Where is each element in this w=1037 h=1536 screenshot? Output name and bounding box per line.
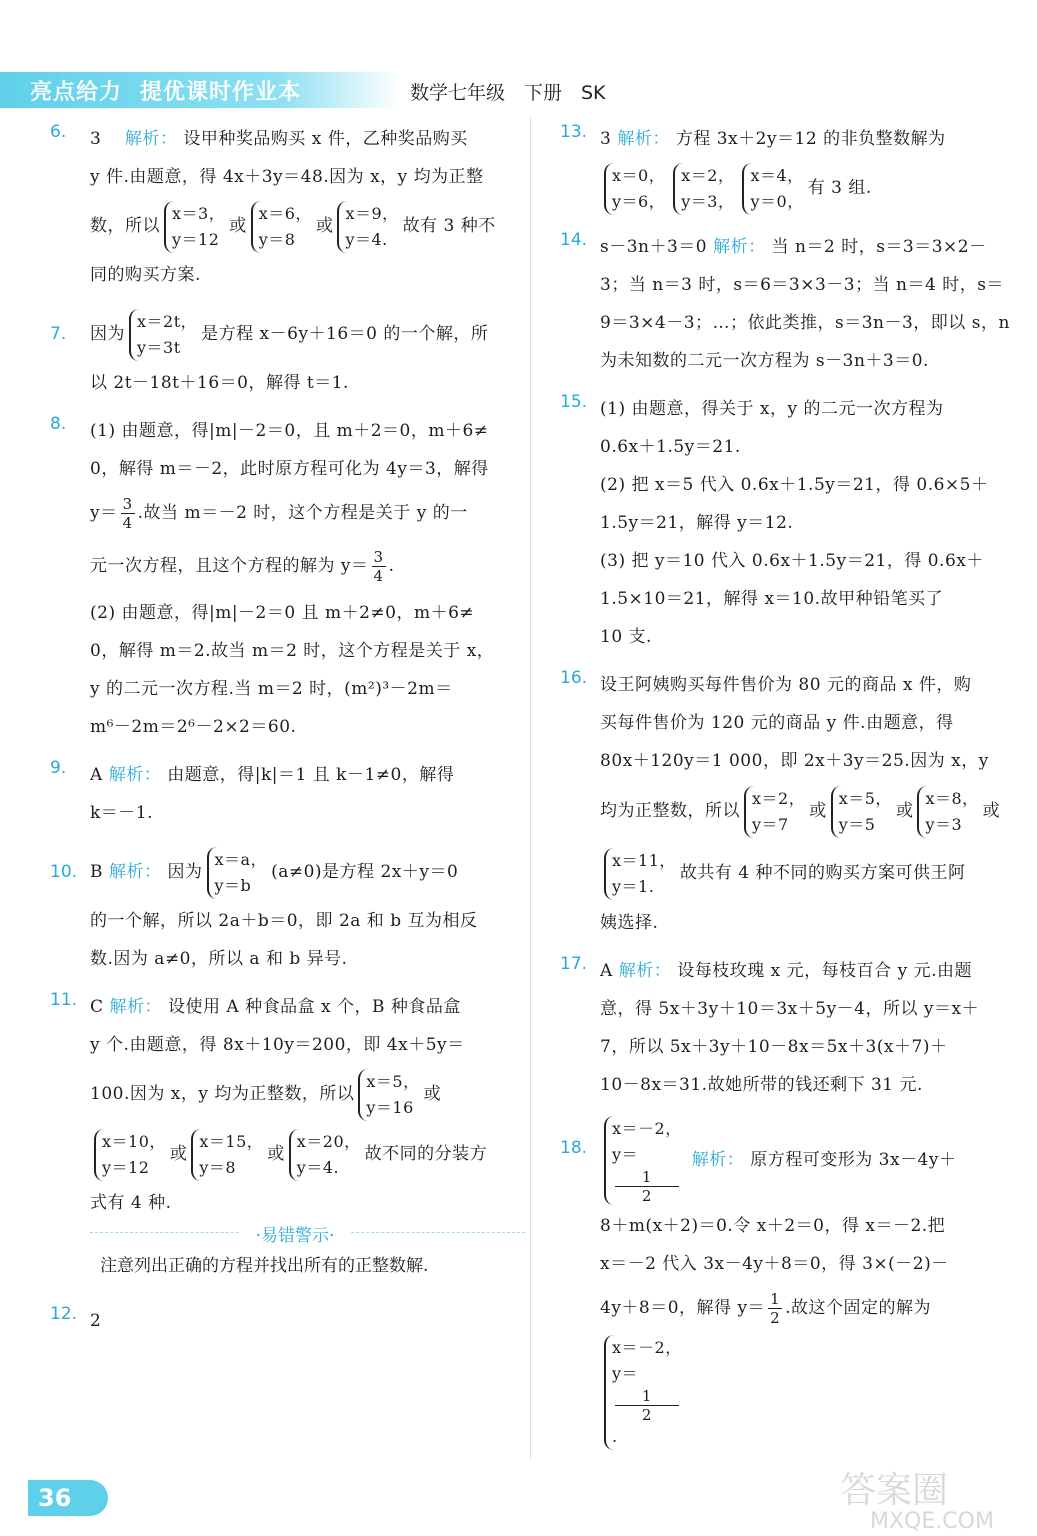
mistake-warning-box bbox=[90, 1226, 525, 1290]
answer-11: 11. C 解析： 设使用 A 种食品盒 x 个，B 种食品盒 y 个.由题意，得 8x＋10y＝200，即 4x＋5y＝ 100.因为 x，y 均为正整数，所以 x＝5， y＝16 或 x＝10， y＝12 或 x＝15， y＝8 或 x＝20， y＝4. 故不同的分装方 式有 4 种. bbox=[50, 990, 488, 1213]
answer-10: 10. B 解析： 因为 x＝a， y＝b (a≠0)是方程 2x＋y＝0 的一个解，所以 2a＋b＝0，即 2a 和 b 互为相反 数.因为 a≠0，所以 a 和 b 异号. bbox=[50, 842, 525, 978]
answer-9: 9. A 解析： 由题意，得|k|＝1 且 k－1≠0，解得 k＝－1. bbox=[50, 758, 455, 823]
watermark-logo bbox=[830, 1462, 1030, 1532]
header-title: 亮点给力 提优课时作业本 bbox=[30, 80, 302, 105]
watermark-text: 答案圈 bbox=[840, 1470, 949, 1511]
warning-title: ·易错警示· bbox=[240, 1221, 350, 1246]
watermark-url: MXQE.COM bbox=[870, 1509, 994, 1532]
answer-7: 7. 因为 x＝2t， y＝3t 是方程 x－6y＋16＝0 的一个解，所 以 2t－18t＋16＝0，解得 t＝1. bbox=[50, 304, 525, 402]
answer-8: 8. (1) 由题意，得|m|－2＝0，且 m＋2＝0，m＋6≠ 0，解得 m＝－2，此时原方程可化为 4y＝3，解得 y＝ $\frac{3}{4}$ .故当 m＝－2 时，这个方程是关于 y 的一 元一次方程，且这个方程的解为 y＝ $\frac{3}{4}$ . (2) 由题意，得|m|－2＝0 且 m＋2≠0，m＋6≠ 0，解得 m＝2.故当 m＝2 时，这个方程是关于 x， y 的二元一次方程.当 m＝2 时，(m²)³－2m＝ m⁶－2m＝2⁶－2×2＝60. bbox=[50, 414, 495, 737]
answer-18: 18. x＝－2， y＝ 1 2 解析： 原方程可变形为 3x－4y＋ 8＋m(x＋2)＝0.令 x＋2＝0，得 x＝－2.把 x＝－2 代入 3x－4y＋8＝0，得 3×(－2)－ 4y＋8＝0，解得 y＝ $\frac{1}{2}$ .故这个固定的解为 x＝－2， y＝ 1 2 . bbox=[560, 1114, 1037, 1452]
answer-6: 6. 3 解析： 设甲种奖品购买 x 件，乙种奖品购买 y 件.由题意，得 4x＋3y＝48.因为 x，y 均为正整 数，所以 x＝3， y＝12 或 x＝6， y＝8 或 x＝9， y＝4. 故有 3 种不 同的购买方案. bbox=[50, 122, 496, 285]
right-column bbox=[560, 120, 1037, 1462]
page-number: 36 bbox=[38, 1484, 72, 1512]
subject-label: 数学七年级 下册 SK bbox=[410, 82, 606, 104]
answer-16: 16. 设王阿姨购买每件售价为 80 元的商品 x 件，购 买每件售价为 120 元的商品 y 件.由题意，得 80x＋120y＝1 000，即 2x＋3y＝25.因为 x，y 均为正整数，所以 x＝2， y＝7 或 x＝5， y＝5 或 x＝8， y＝3 或 x＝11， y＝1. 故共有 4 种不同的购买方案可供王阿 姨选择. bbox=[560, 668, 1001, 933]
page-number-tab bbox=[28, 1480, 108, 1516]
answer-15: 15. (1) 由题意，得关于 x，y 的二元一次方程为 0.6x＋1.5y＝21. (2) 把 x＝5 代入 0.6x＋1.5y＝21，得 0.6×5＋ 1.5y＝21，解得 y＝12. (3) 把 y＝10 代入 0.6x＋1.5y＝21，得 0.6x＋ 1.5×10＝21，解得 x＝10.故甲种铅笔买了 10 支. bbox=[560, 392, 989, 647]
header-band bbox=[0, 72, 400, 108]
left-column bbox=[50, 120, 525, 1350]
warning-body: 注意列出正确的方程并找出所有的正整数解. bbox=[100, 1256, 429, 1276]
answer-12: 12. 2 bbox=[50, 1304, 102, 1331]
answer-17: 17. A 解析： 设每枝玫瑰 x 元，每枝百合 y 元.由题 意，得 5x＋3y＋10＝3x＋5y－4，所以 y＝x＋ 7，所以 5x＋3y＋10－8x＝5x＋3(x＋7)＋ 10－8x＝31.故她所带的钱还剩下 31 元. bbox=[560, 954, 980, 1095]
answer-14: 14. s－3n＋3＝0 解析： 当 n＝2 时，s＝3＝3×2－ 3；当 n＝3 时，s＝6＝3×3－3；当 n＝4 时，s＝ 9＝3×4－3；…；依此类推，s＝3n－3，即以 s，n 为未知数的二元一次方程为 s－3n＋3＝0. bbox=[560, 230, 1010, 371]
answer-13: 13. 3 解析： 方程 3x＋2y＝12 的非负整数解为 x＝0， y＝6， x＝2， y＝3， x＝4， y＝0， 有 3 组. bbox=[560, 120, 1037, 218]
column-divider bbox=[530, 118, 531, 1458]
